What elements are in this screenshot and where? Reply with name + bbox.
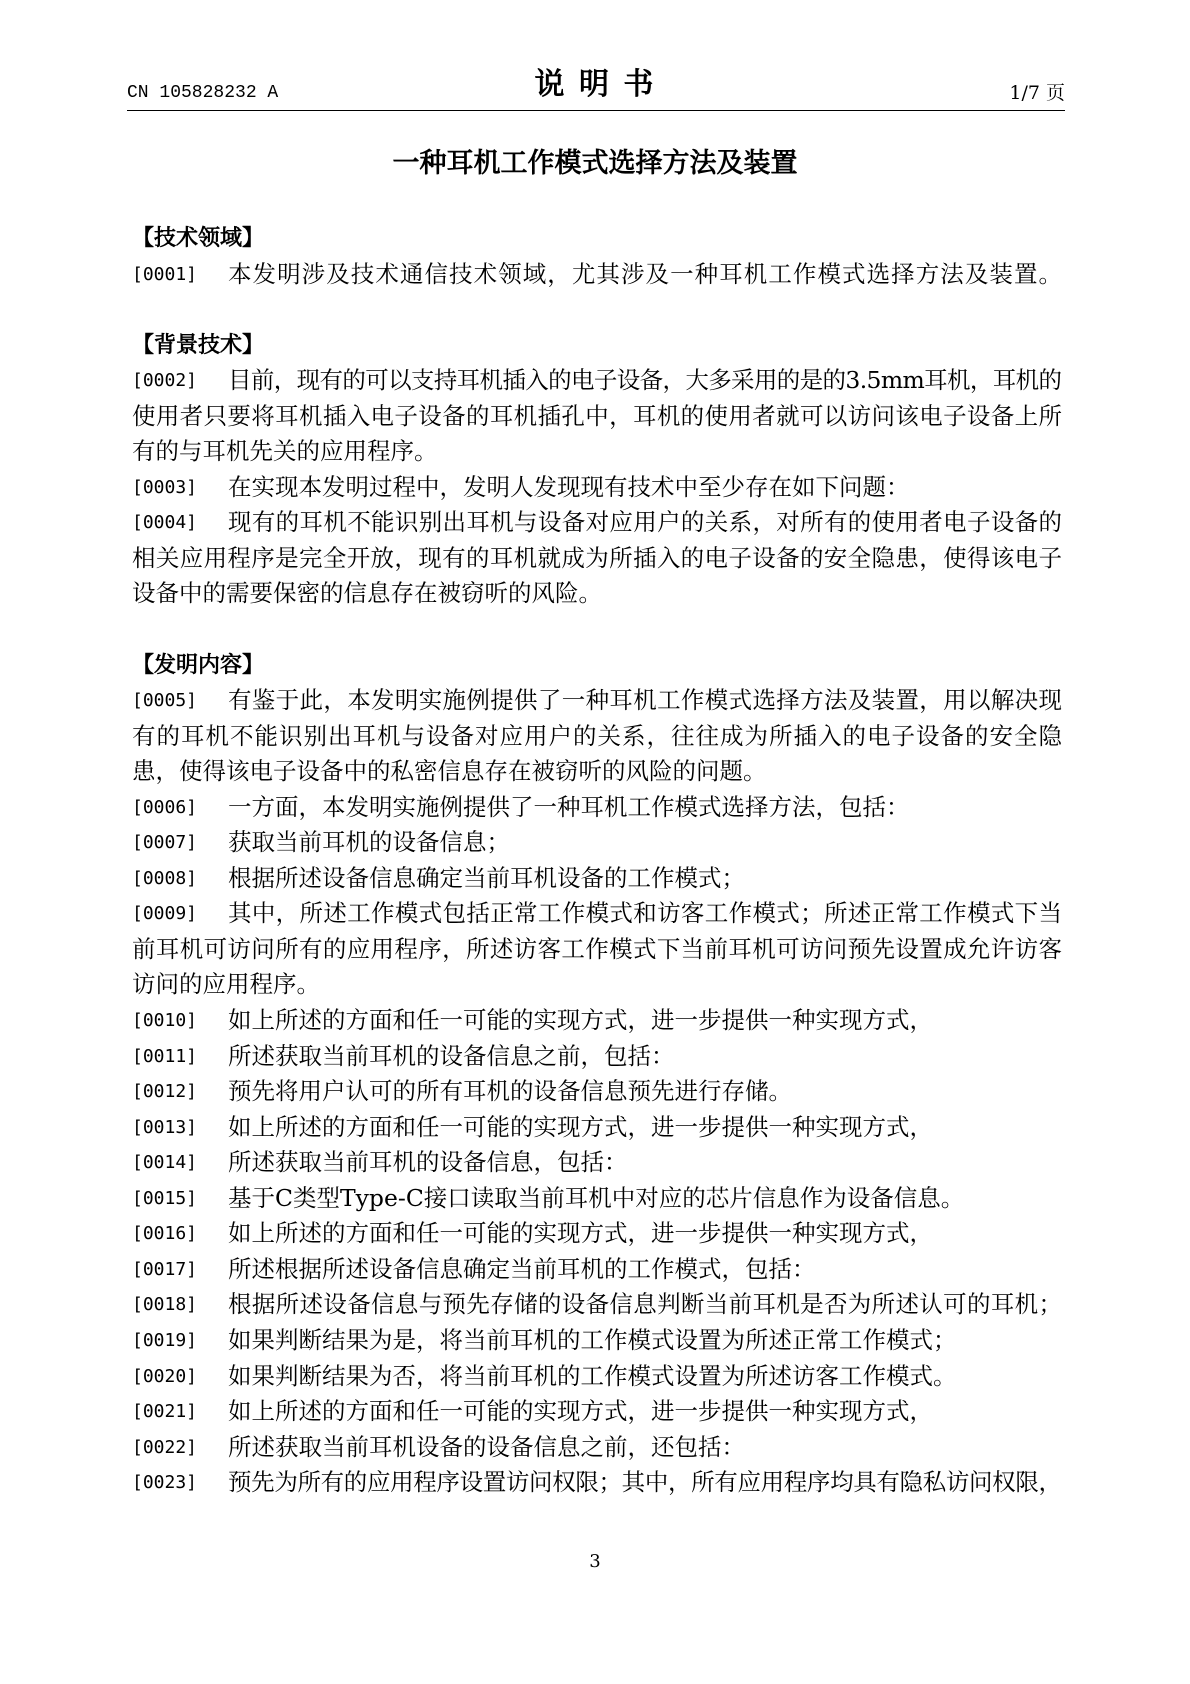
paragraph-line [132,861,1062,897]
paragraph [132,1394,1062,1430]
paragraph-number: [0012] [132,1081,198,1103]
paragraph [132,1145,1062,1181]
paragraph [132,1110,1062,1146]
paragraph-line [132,257,1062,293]
paragraph-text: 如上所述的方面和任一可能的实现方式，进一步提供一种实现方式， [228,1112,933,1141]
paragraph [132,505,1062,612]
paragraph-line [132,1394,1062,1430]
paragraph [132,896,1062,1003]
section-summary [132,648,1062,1501]
paragraph-text: 预先将用户认可的所有耳机的设备信息预先进行存储。 [228,1077,792,1106]
paragraph [132,1216,1062,1252]
paragraph-text: 如上所述的方面和任一可能的实现方式，进一步提供一种实现方式， [228,1006,933,1035]
paragraph-number: [0001] [132,263,198,285]
paragraph [132,1287,1062,1323]
paragraph-number: [0021] [132,1401,198,1423]
paragraph-line [132,754,1062,790]
paragraph-number: [0015] [132,1187,198,1209]
paragraph-text: 获取当前耳机的设备信息； [228,828,510,857]
paragraph [132,363,1062,470]
paragraph-text: 患，使得该电子设备中的私密信息存在被窃听的风险的问题。 [132,757,767,786]
paragraph-line [132,1465,1062,1501]
paragraph-text: 本发明涉及技术通信技术领域，尤其涉及一种耳机工作模式选择方法及装置。 [228,259,1064,288]
publication-number: CN 105828232 A [127,83,279,103]
paragraph-number: [0011] [132,1045,198,1067]
paragraph-text: 如果判断结果为否，将当前耳机的工作模式设置为所述访客工作模式。 [228,1361,957,1390]
paragraph-line [132,1074,1062,1110]
paragraph-text: 所述获取当前耳机的设备信息之前，包括： [228,1041,675,1070]
paragraph [132,1003,1062,1039]
paragraph-line [132,1110,1062,1146]
paragraph [132,1359,1062,1395]
paragraph-line [132,434,1062,470]
paragraph-line [132,505,1062,541]
paragraph-text: 目前，现有的可以支持耳机插入的电子设备，大多采用的是的3.5mm耳机，耳机的 [228,366,1062,395]
page-indicator: 1/7 页 [1009,82,1065,104]
paragraph [132,1074,1062,1110]
paragraph-number: [0014] [132,1152,198,1174]
page-number: 3 [589,1551,601,1572]
paragraph-line [132,1216,1062,1252]
paragraph-number: [0023] [132,1472,198,1494]
paragraph-text: 前耳机可访问所有的应用程序，所述访客工作模式下当前耳机可访问预先设置成允许访客 [132,934,1063,963]
paragraph [132,1181,1062,1217]
paragraph-text: 现有的耳机不能识别出耳机与设备对应用户的关系，对所有的使用者电子设备的 [228,508,1063,537]
paragraph-text: 其中，所述工作模式包括正常工作模式和访客工作模式；所述正常工作模式下当 [228,899,1063,928]
paragraph-text: 设备中的需要保密的信息存在被窃听的风险。 [132,579,602,608]
section-heading: 【背景技术】 [132,332,265,358]
paragraph-text: 如果判断结果为是，将当前耳机的工作模式设置为所述正常工作模式； [228,1325,957,1354]
section-spacer [132,612,1062,648]
paragraph-line [132,932,1062,968]
paragraph-number: [0004] [132,512,198,534]
paragraph-number: [0017] [132,1258,198,1280]
section-technical-field [132,221,1062,292]
paragraph-line [132,1323,1062,1359]
paragraph-text: 所述根据所述设备信息确定当前耳机的工作模式，包括： [228,1254,816,1283]
paragraph [132,825,1062,861]
paragraph-line [132,1287,1062,1323]
paragraph-number: [0005] [132,690,198,712]
paragraph-text: 在实现本发明过程中，发明人发现现有技术中至少存在如下问题： [228,472,910,501]
paragraph-line [132,541,1062,577]
document-body [132,221,1062,1501]
paragraph-text: 根据所述设备信息与预先存储的设备信息判断当前耳机是否为所述认可的耳机； [228,1290,1063,1319]
paragraph-text: 有的耳机不能识别出耳机与设备对应用户的关系，往往成为所插入的电子设备的安全隐 [132,721,1063,750]
paragraph [132,683,1062,790]
paragraph-line [132,1181,1062,1217]
section-spacer [132,292,1062,328]
paragraph-line [132,576,1062,612]
paragraph-number: [0006] [132,796,198,818]
paragraph-text: 有的与耳机先关的应用程序。 [132,437,438,466]
paragraph-text: 所述获取当前耳机设备的设备信息之前，还包括： [228,1432,745,1461]
paragraph-line [132,896,1062,932]
paragraph-number: [0013] [132,1116,198,1138]
header-divider [127,110,1065,111]
section-heading: 【技术领域】 [132,226,265,251]
paragraph-text: 如上所述的方面和任一可能的实现方式，进一步提供一种实现方式， [228,1219,933,1248]
paragraph-line [132,1039,1062,1075]
paragraph-text: 使用者只要将耳机插入电子设备的耳机插孔中，耳机的使用者就可以访问该电子设备上所 [132,401,1063,430]
paragraph [132,1465,1062,1501]
paragraph-number: [0009] [132,903,198,925]
paragraph-number: [0002] [132,370,198,392]
section-heading: 【发明内容】 [132,652,265,678]
paragraph-line [132,967,1062,1003]
paragraph-number: [0018] [132,1294,198,1316]
paragraph-text: 相关应用程序是完全开放，现有的耳机就成为所插入的电子设备的安全隐患，使得该电子 [132,543,1063,572]
paragraph-text: 一方面，本发明实施例提供了一种耳机工作模式选择方法，包括： [228,792,910,821]
paragraph-line [132,1252,1062,1288]
paragraph [132,470,1062,506]
paragraph-text: 预先为所有的应用程序设置访问权限；其中，所有应用程序均具有隐私访问权限， [228,1468,1062,1497]
paragraph [132,1430,1062,1466]
section-background [132,328,1062,612]
paragraph-text: 基于C类型Type-C接口读取当前耳机中对应的芯片信息作为设备信息。 [228,1183,965,1212]
document-type-heading: 说 明 书 [534,67,656,102]
paragraph-line [132,1003,1062,1039]
paragraph-text: 所述获取当前耳机的设备信息，包括： [228,1148,628,1177]
paragraph-line [132,470,1062,506]
paragraph-number: [0007] [132,832,198,854]
paragraph-line [132,1359,1062,1395]
paragraph-text: 如上所述的方面和任一可能的实现方式，进一步提供一种实现方式， [228,1397,933,1426]
paragraph-line [132,790,1062,826]
paragraph-number: [0016] [132,1223,198,1245]
paragraph-line [132,1430,1062,1466]
paragraph-number: [0020] [132,1365,198,1387]
paragraph-number: [0003] [132,476,198,498]
paragraph [132,861,1062,897]
paragraph-number: [0019] [132,1329,198,1351]
paragraph-line [132,825,1062,861]
paragraph [132,1039,1062,1075]
paragraph [132,790,1062,826]
document-title: 一种耳机工作模式选择方法及装置 [392,148,798,179]
paragraph-number: [0022] [132,1436,198,1458]
paragraph-number: [0008] [132,867,198,889]
paragraph-line [132,363,1062,399]
paragraph-line [132,719,1062,755]
paragraph-line [132,399,1062,435]
paragraph [132,257,1062,293]
paragraph [132,1252,1062,1288]
paragraph-line [132,1145,1062,1181]
paragraph-text: 根据所述设备信息确定当前耳机设备的工作模式； [228,863,745,892]
paragraph-line [132,683,1062,719]
paragraph-text: 有鉴于此，本发明实施例提供了一种耳机工作模式选择方法及装置，用以解决现 [228,686,1063,715]
paragraph [132,1323,1062,1359]
paragraph-text: 访问的应用程序。 [132,970,320,999]
paragraph-number: [0010] [132,1010,198,1032]
